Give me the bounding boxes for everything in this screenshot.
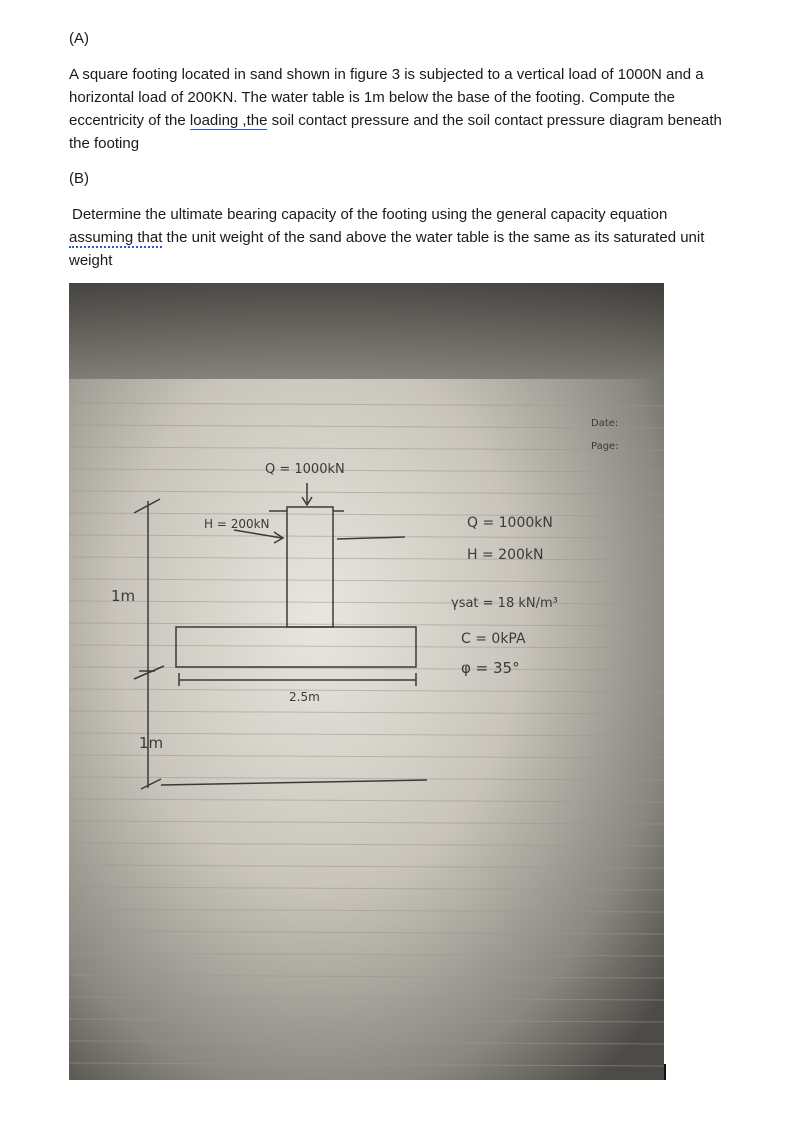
vertical-load-label: Q = 1000kN — [265, 462, 345, 477]
part-b-line-1: Determine the ultimate bearing capacity of the footing using the general capacity equation — [72, 206, 668, 223]
text-cursor — [664, 1064, 666, 1080]
part-b-question — [72, 203, 782, 226]
part-b-line-2-end: the unit weight of the sand above the water table is the same as its saturated unit — [162, 229, 705, 246]
part-a-line-3 — [69, 109, 779, 132]
given-phi: φ = 35° — [461, 659, 520, 677]
part-a-line-1: A square footing located in sand shown in figure 3 is subjected to a vertical load of 1000N and a — [69, 66, 704, 83]
part-a-line-2: horizontal load of 200KN. The water table is 1m below the base of the footing. Compute the — [69, 89, 675, 106]
part-a-line-3-start: eccentricity of the — [69, 112, 190, 129]
part-a-line-3-end: soil contact pressure and the soil contact pressure diagram beneath — [267, 112, 722, 129]
given-gamma: γsat = 18 kN/m³ — [451, 596, 558, 611]
figure-3-photo — [69, 283, 664, 1080]
part-a-question — [69, 63, 779, 155]
part-b-line-2 — [69, 226, 779, 249]
grammar-flag-assuming[interactable]: assuming that — [69, 229, 163, 246]
given-q: Q = 1000kN — [467, 515, 553, 531]
given-h: H = 200kN — [467, 547, 544, 563]
grammar-flag-loading[interactable]: loading ,the — [189, 112, 268, 129]
horizontal-load-label: H = 200kN — [204, 517, 270, 531]
depth-label-2: 1m — [139, 734, 164, 752]
part-b-label: (B) — [69, 170, 89, 187]
part-a-line-4: the footing — [69, 135, 140, 152]
part-b-question-cont — [69, 226, 779, 272]
header-date: Date: — [591, 418, 619, 429]
part-a-label: (A) — [69, 30, 89, 47]
depth-label-1: 1m — [111, 587, 136, 605]
width-label: 2.5m — [289, 690, 320, 704]
given-c: C = 0kPA — [461, 631, 526, 647]
header-page: Page: — [591, 441, 619, 452]
part-b-line-3: weight — [69, 252, 113, 269]
